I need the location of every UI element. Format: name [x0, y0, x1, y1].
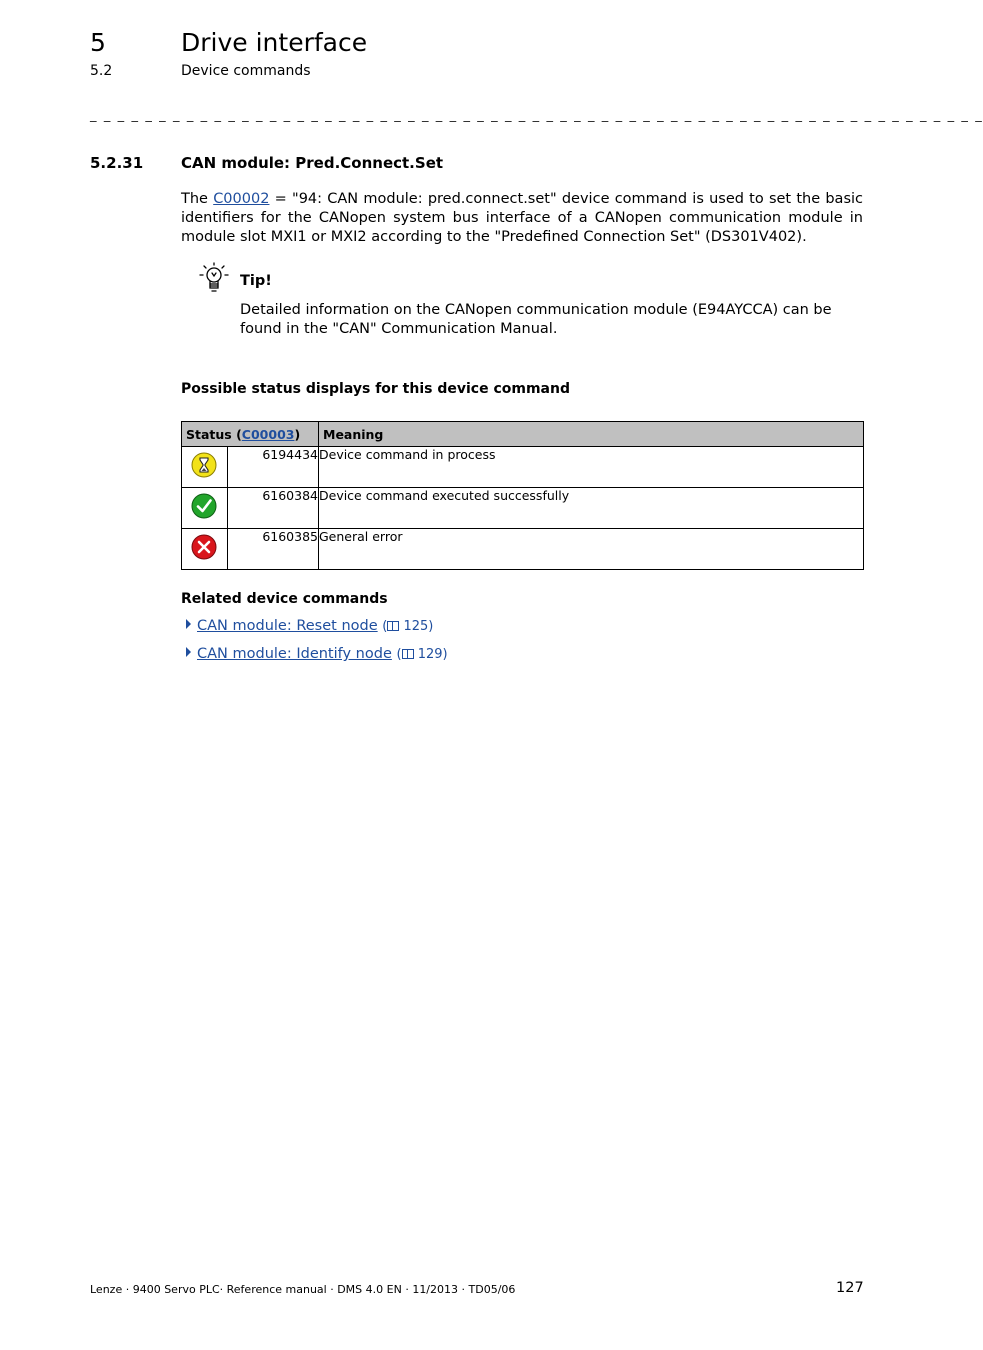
- status-table-heading: Possible status displays for this device command: [181, 381, 570, 397]
- chapter-title: Drive interface: [181, 28, 368, 57]
- status-meaning: General error: [319, 529, 864, 570]
- tip-label: Tip!: [240, 273, 272, 289]
- status-meaning: Device command executed successfully: [319, 488, 864, 529]
- section-number: 5.2.31: [90, 154, 144, 172]
- page-reference: ( 125): [382, 619, 434, 634]
- c00003-link[interactable]: C00003: [241, 427, 295, 442]
- status-header-prefix: Status (: [186, 427, 242, 442]
- status-code: 6160385: [228, 529, 319, 570]
- subsection-title: Device commands: [181, 63, 311, 79]
- related-link[interactable]: CAN module: Reset node: [197, 618, 378, 634]
- footer-text: Lenze · 9400 Servo PLC· Reference manual · DMS 4.0 EN · 11/2013 · TD05/06: [90, 1283, 516, 1296]
- related-link[interactable]: CAN module: Identify node: [197, 646, 392, 662]
- section-title: CAN module: Pred.Connect.Set: [181, 154, 444, 172]
- table-row: [182, 447, 864, 488]
- error-cross-icon: [191, 534, 217, 560]
- table-row: [182, 529, 864, 570]
- intro-prefix: The: [181, 191, 214, 207]
- status-table: [181, 421, 864, 570]
- lightbulb-icon: [196, 261, 232, 297]
- hourglass-icon: [191, 452, 217, 478]
- related-item-identify-node[interactable]: [186, 646, 448, 662]
- tip-text: Detailed information on the CANopen communication module (E94AYCCA) can be found in the "CAN" Communication Manual.: [240, 302, 832, 337]
- page-reference: ( 129): [396, 647, 448, 662]
- page-number: 125: [403, 619, 429, 634]
- related-item-reset-node[interactable]: [186, 618, 433, 634]
- table-row: [182, 488, 864, 529]
- subsection-number: 5.2: [90, 63, 113, 79]
- related-heading: Related device commands: [181, 591, 388, 607]
- chapter-number: 5: [90, 28, 106, 57]
- status-code: 6160384: [228, 488, 319, 529]
- intro-paragraph: [181, 190, 863, 247]
- c00002-link[interactable]: C00002: [213, 191, 270, 207]
- page-number: 127: [836, 1280, 864, 1296]
- book-icon: [387, 621, 399, 631]
- status-column-header: [182, 422, 319, 447]
- intro-text: = "94: CAN module: pred.connect.set" device command is used to set the basic identifiers for the CANopen system bus interface of a CANopen communication module in module slot MXI1 or MXI2 according to the "Predefined Connection Set" (DS301V402).: [181, 191, 863, 245]
- status-table-header: [182, 422, 864, 447]
- checkmark-icon: [191, 493, 217, 519]
- triangle-right-icon: [186, 647, 191, 657]
- meaning-column-header: Meaning: [319, 422, 864, 447]
- status-code: 6194434: [228, 447, 319, 488]
- book-icon: [402, 649, 414, 659]
- status-header-suffix: ): [294, 427, 301, 442]
- page-number: 129: [417, 647, 443, 662]
- status-meaning: Device command in process: [319, 447, 864, 488]
- triangle-right-icon: [186, 619, 191, 629]
- header-separator: _ _ _ _ _ _ _ _ _ _ _ _ _ _ _ _ _ _ _ _ _ _ _ _ _ _ _ _ _ _ _ _ _ _ _ _ _ _ _ _ _ _ _ _ _ _ _ _ _ _ _ _ _ _ _ _ _ _ _ _ _ _ _ _ _: [90, 108, 983, 123]
